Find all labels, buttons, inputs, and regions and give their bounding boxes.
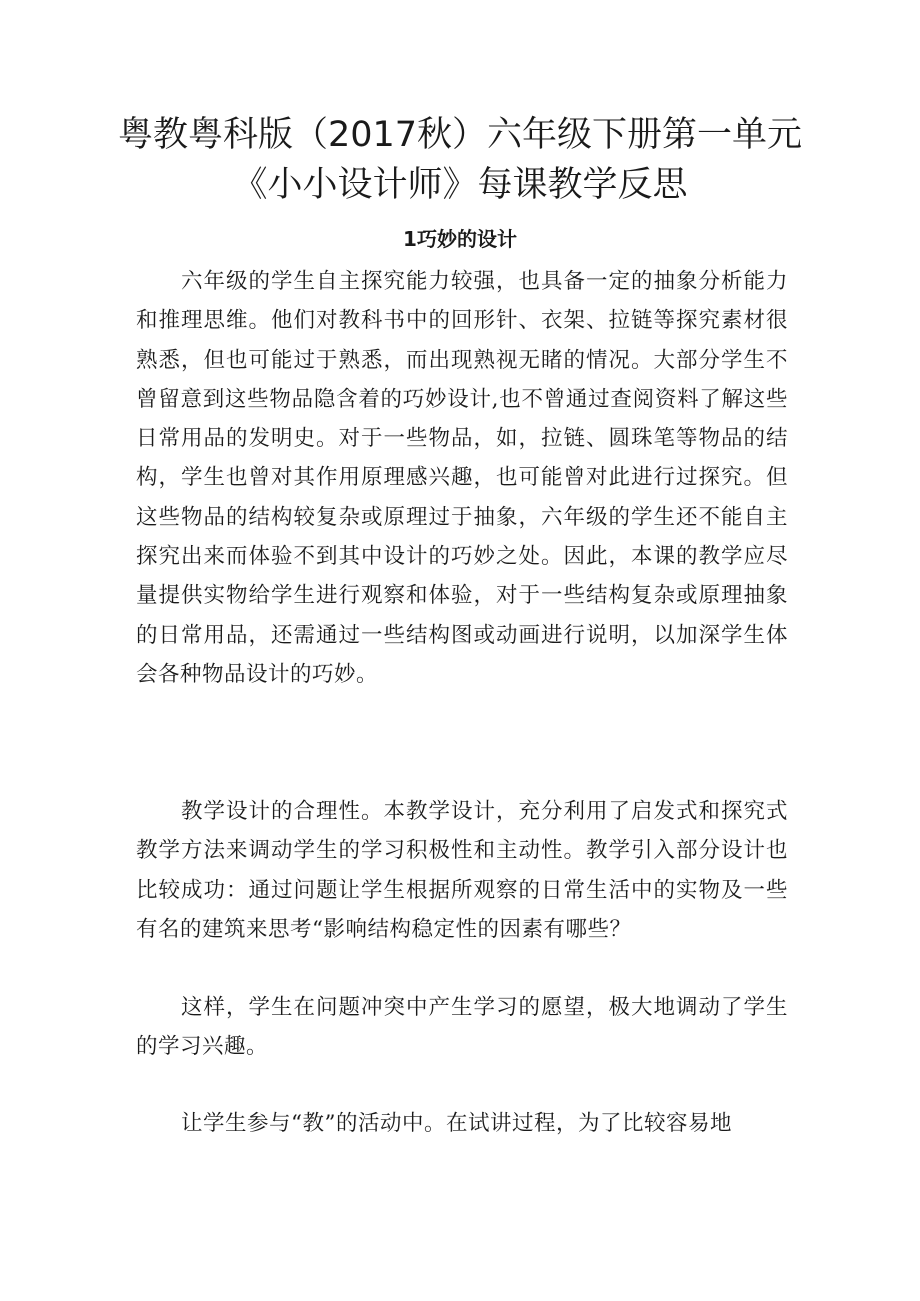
paragraph-student-participation: 让学生参与“教”的活动中。在试讲过程，为了比较容易地 [181,1111,732,1136]
paragraph-design-rationality: 教学设计的合理性。本教学设计，充分利用了启发式和探究式教学方法来调动学生的学习积极性和主动性。教学引入部分设计也比较成功：通过问题让学生根据所观察的日常生活中的实物及一些有名的建筑来思考“影响结构稳定性的因素有哪些？ [136,799,788,942]
document-title-line-2: 《小小设计师》每课教学反思 [232,165,688,205]
section-heading: 1巧妙的设计 [403,227,517,251]
paragraph-learning-interest: 这样，学生在问题冲突中产生学习的愿望，极大地调动了学生的学习兴趣。 [136,995,788,1060]
document-title-line-1: 粤教粤科版（2017秋）六年级下册第一单元 [117,115,803,155]
paragraph-student-analysis: 六年级的学生自主探究能力较强，也具备一定的抽象分析能力和推理思维。他们对教科书中的回形针、衣架、拉链等探究素材很熟悉，但也可能过于熟悉，而出现熟视无睹的情况。大部分学生不曾留意到这些物品隐含着的巧妙设计,也不曾通过查阅资料了解这些日常用品的发明史。对于一些物品，如，拉链、圆珠笔等物品的结构，学生也曾对其作用原理感兴趣，也可能曾对此进行过探究。但这些物品的结构较复杂或原理过于抽象，六年级的学生还不能自主探究出来而体验不到其中设计的巧妙之处。因此，本课的教学应尽量提供实物给学生进行观察和体验，对于一些结构复杂或原理抽象的日常用品，还需通过一些结构图或动画进行说明，以加深学生体会各种物品设计的巧妙。 [136,269,788,687]
